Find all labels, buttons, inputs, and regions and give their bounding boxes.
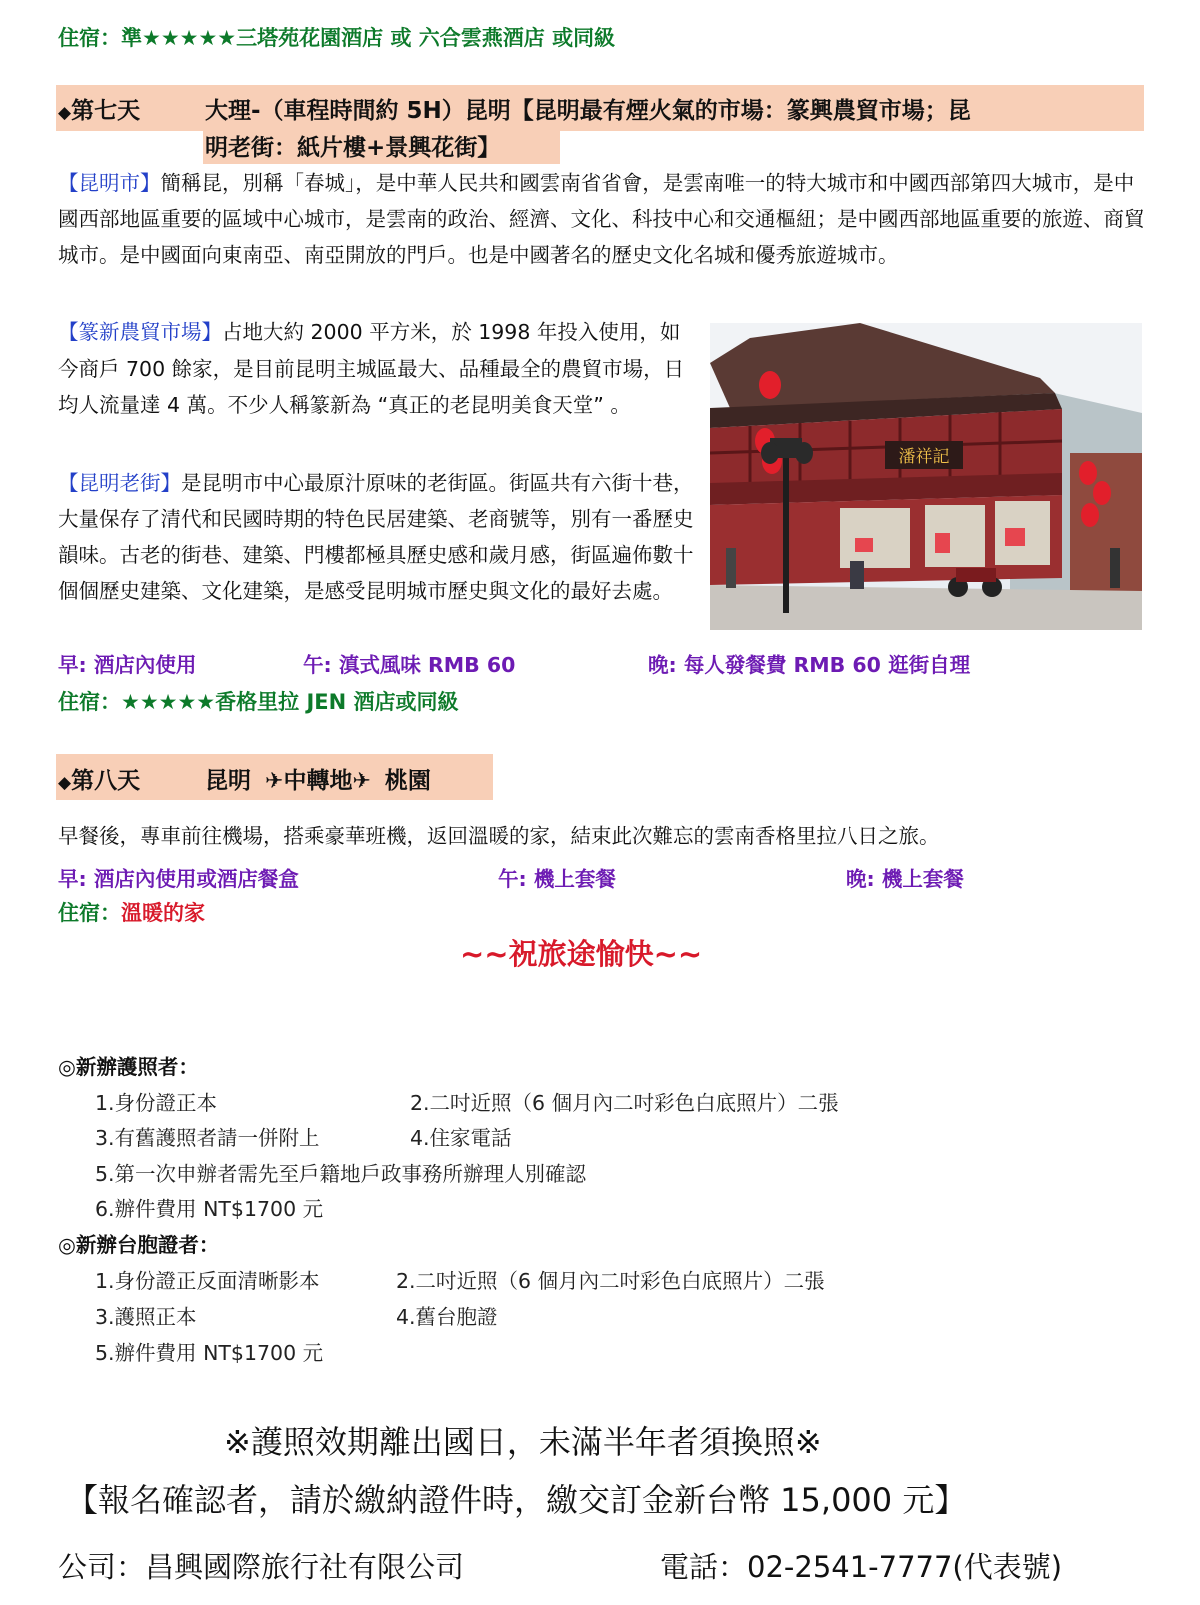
day6-stay-label: 住宿：	[58, 26, 121, 50]
diamond-bullet-icon: ◆	[58, 773, 72, 793]
old-street-photo	[710, 323, 1142, 630]
market-tag: 【篆新農貿市場】	[58, 320, 222, 344]
deposit-notice: 【報名確認者，請於繳納證件時，繳交訂金新台幣 15,000 元】	[66, 1481, 967, 1519]
passport-item-4: 4.住家電話	[410, 1126, 512, 1150]
day8-text: 早餐後，專車前往機場，搭乘豪華班機，返回溫暖的家，結束此次難忘的雲南香格里拉八日之旅。	[58, 824, 940, 848]
mtp-item-3: 3.護照正本	[95, 1305, 197, 1329]
company-phone: 電話：02-2541-7777(代表號)	[660, 1550, 1063, 1584]
old-street-paragraph	[58, 465, 700, 609]
day6-stay	[58, 22, 615, 52]
day7-lunch: 午: 滇式風味 RMB 60	[303, 653, 516, 677]
diamond-bullet-icon: ◆	[58, 103, 72, 123]
day7-breakfast: 早: 酒店內使用	[58, 653, 197, 677]
day7-title-line2: 明老街：紙片樓+景興花街】	[205, 135, 501, 161]
day8-stay	[58, 897, 205, 927]
company-name: 公司：昌興國際旅行社有限公司	[58, 1550, 465, 1584]
airplane-icon: ✈	[265, 769, 284, 794]
airplane-icon: ✈	[352, 769, 371, 794]
mtp-item-2: 2.二吋近照（6 個月內二吋彩色白底照片）二張	[396, 1269, 825, 1293]
market-text: 占地大約 2000 平方米，於 1998 年投入使用，如今商戶 700 餘家，是目前昆明主城區最大、品種最全的農貿市場，日均人流量達 4 萬。不少人稱篆新為 “真正的老昆明美食天堂” 。	[58, 320, 685, 417]
day7-stay	[58, 686, 459, 716]
photo-sign-text: 潘祥記	[898, 447, 950, 467]
day7-stay-value: ★★★★★香格里拉 JEN 酒店或同級	[121, 690, 459, 714]
day8-title: 昆明 ✈中轉地✈ 桃園	[205, 768, 431, 794]
mtp-heading: ◎新辦台胞證者：	[58, 1233, 220, 1257]
day7-day-label: ◆第七天	[58, 98, 141, 124]
passport-item-1: 1.身份證正本	[95, 1091, 218, 1115]
market-paragraph	[58, 314, 700, 424]
passport-item-2: 2.二吋近照（6 個月內二吋彩色白底照片）二張	[410, 1091, 839, 1115]
mtp-item-5: 5.辦件費用 NT$1700 元	[95, 1341, 324, 1365]
day7-stay-label: 住宿：	[58, 690, 121, 714]
day8-breakfast: 早: 酒店內使用或酒店餐盒	[58, 867, 299, 891]
day8-lunch: 午: 機上套餐	[498, 867, 616, 891]
passport-item-5: 5.第一次申辦者需先至戶籍地戶政事務所辦理人別確認	[95, 1162, 587, 1186]
passport-item-3: 3.有舊護照者請一併附上	[95, 1126, 320, 1150]
day8-dinner: 晚: 機上套餐	[846, 867, 964, 891]
day6-stay-value: 準★★★★★三塔苑花園酒店 或 六合雲燕酒店 或同級	[121, 26, 616, 50]
mtp-item-1: 1.身份證正反面清晰影本	[95, 1269, 320, 1293]
kunming-text: 簡稱昆，別稱「春城」，是中華人民共和國雲南省省會，是雲南唯一的特大城市和中國西部第四大城市，是中國西部地區重要的區域中心城市，是雲南的政治、經濟、文化、科技中心和交通樞紐；是中國西部地區重要的旅遊、商貿城市。是中國面向東南亞、南亞開放的門戶。也是中國著名的歷史文化名城和優秀旅遊城市。	[58, 171, 1145, 267]
farewell-text: ~~祝旅途愉快~~	[460, 937, 703, 971]
passport-item-6: 6.辦件費用 NT$1700 元	[95, 1197, 324, 1221]
day8-day-label: ◆第八天	[58, 768, 141, 794]
day7-title-line1: 大理-（車程時間約 5H）昆明【昆明最有煙火氣的市場：篆興農貿市場；昆	[205, 98, 971, 124]
street-text: 是昆明市中心最原汁原味的老街區。街區共有六街十巷，大量保存了清代和民國時期的特色民居建築、老商號等，別有一番歷史韻味。古老的街巷、建築、門樓都極具歷史感和歲月感，街區遍佈數十個個歷史建築、文化建築，是感受昆明城市歷史與文化的最好去處。	[58, 471, 694, 603]
day8-stay-value: 溫暖的家	[121, 901, 205, 925]
kunming-tag: 【昆明市】	[58, 171, 161, 195]
day8-stay-label: 住宿：	[58, 901, 121, 925]
street-tag: 【昆明老街】	[58, 471, 181, 495]
kunming-paragraph	[58, 165, 1148, 273]
passport-validity-notice: ※護照效期離出國日，未滿半年者須換照※	[224, 1423, 822, 1461]
passport-heading: ◎新辦護照者：	[58, 1055, 199, 1079]
day7-dinner: 晚: 每人發餐費 RMB 60 逛街自理	[648, 653, 971, 677]
mtp-item-4: 4.舊台胞證	[396, 1305, 498, 1329]
